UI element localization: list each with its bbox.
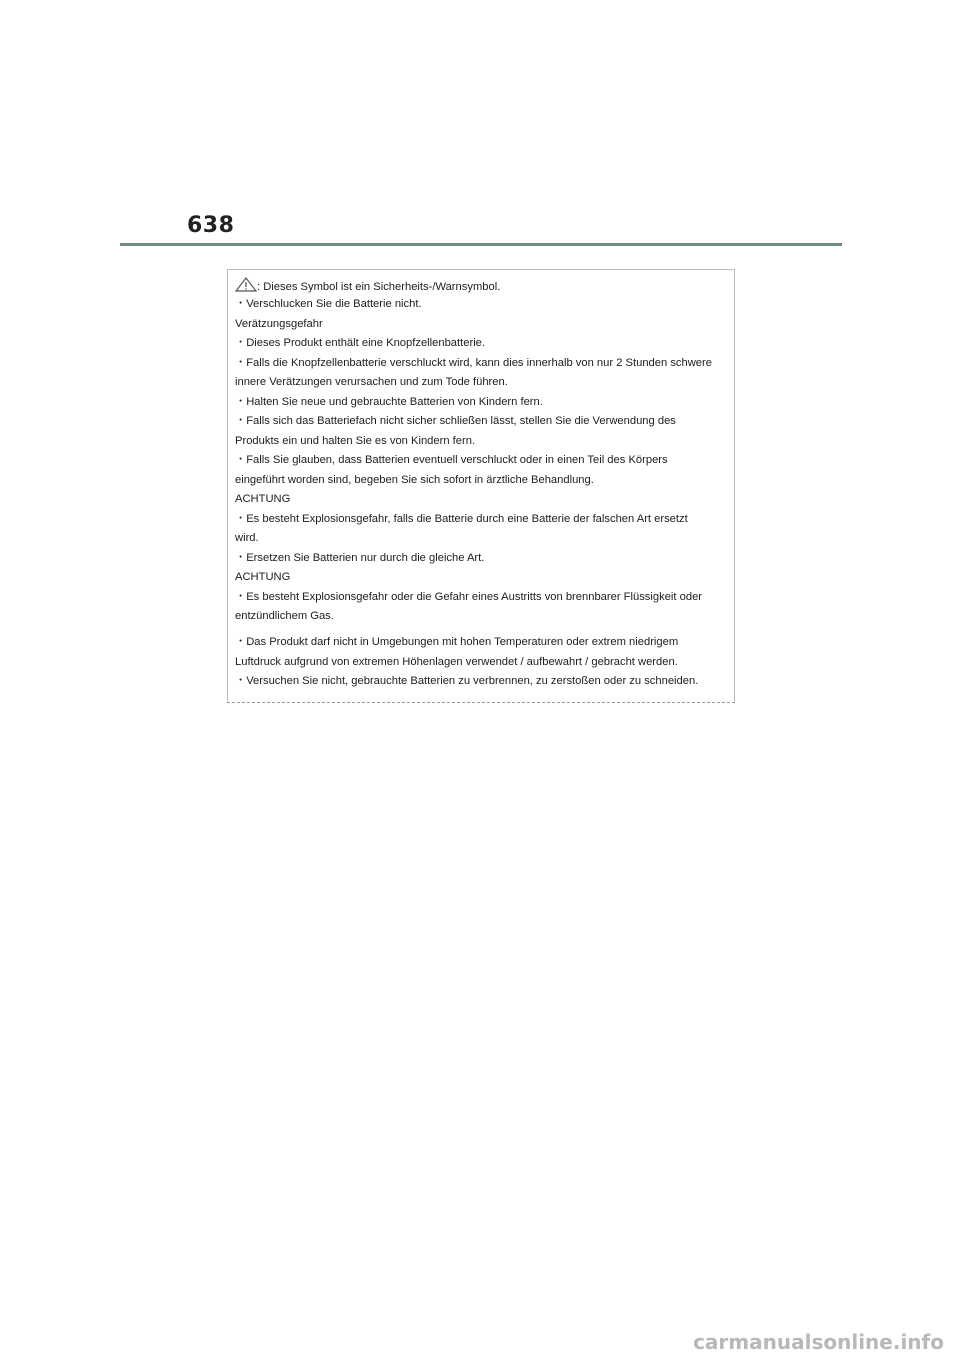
notice-line: Luftdruck aufgrund von extremen Höhenlagen verwendet / aufbewahrt / gebracht werden. (235, 656, 678, 668)
notice-line: ・Versuchen Sie nicht, gebrauchte Batterien zu verbrennen, zu zerstoßen oder zu schneiden. (235, 675, 699, 687)
notice-line: ・Das Produkt darf nicht in Umgebungen mit hohen Temperaturen oder extrem niedrigem (235, 636, 679, 648)
warning-symbol-line (235, 277, 500, 294)
page-number: 638 (187, 213, 235, 238)
notice-line: ・Verschlucken Sie die Batterie nicht. (235, 298, 422, 310)
notice-line: ・Falls die Knopfzellenbatterie verschluckt wird, kann dies innerhalb von nur 2 Stunden schwere (235, 357, 712, 369)
notice-line: ・Es besteht Explosionsgefahr oder die Gefahr eines Austritts von brennbarer Flüssigkeit oder (235, 591, 703, 603)
notice-line: ・Falls Sie glauben, dass Batterien eventuell verschluckt oder in einen Teil des Körpers (235, 454, 668, 466)
notice-heading: ACHTUNG (235, 493, 291, 505)
notice-line: ・Ersetzen Sie Batterien nur durch die gleiche Art. (235, 552, 485, 564)
header-rule (120, 243, 842, 246)
notice-line: eingeführt worden sind, begeben Sie sich sofort in ärztliche Behandlung. (235, 474, 594, 486)
notice-line: wird. (235, 532, 259, 544)
warning-symbol-text: : Dieses Symbol ist ein Sicherheits-/Warnsymbol. (257, 281, 501, 293)
notice-line: Produkts ein und halten Sie es von Kindern fern. (235, 435, 476, 447)
warning-triangle-icon (235, 277, 257, 292)
notice-heading: Verätzungsgefahr (235, 318, 323, 330)
notice-line: ・Es besteht Explosionsgefahr, falls die Batterie durch eine Batterie der falschen Art ersetzt (235, 513, 688, 525)
notice-line: innere Verätzungen verursachen und zum Tode führen. (235, 376, 508, 388)
notice-line: ・Falls sich das Batteriefach nicht sicher schließen lässt, stellen Sie die Verwendung des (235, 415, 676, 427)
notice-line: entzündlichem Gas. (235, 610, 334, 622)
notice-line: ・Halten Sie neue und gebrauchte Batterien von Kindern fern. (235, 396, 543, 408)
notice-heading: ACHTUNG (235, 571, 291, 583)
watermark: carmanualsonline.info (693, 1330, 944, 1354)
notice-line: ・Dieses Produkt enthält eine Knopfzellenbatterie. (235, 337, 486, 349)
